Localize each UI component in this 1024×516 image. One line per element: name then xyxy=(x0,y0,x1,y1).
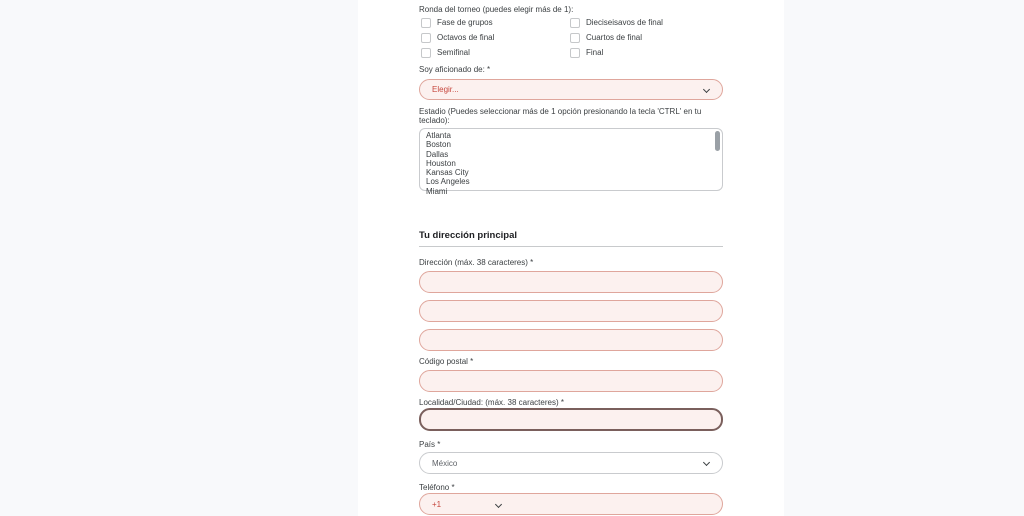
stadium-option-kansas-city[interactable]: Kansas City xyxy=(426,168,469,178)
address-input-line2[interactable] xyxy=(419,300,723,322)
stadium-option-atlanta[interactable]: Atlanta xyxy=(426,131,451,140)
chevron-down-icon xyxy=(495,501,502,508)
checkbox-final[interactable] xyxy=(570,48,723,58)
checkbox-octavos-de-final[interactable] xyxy=(421,33,568,43)
stadium-option-houston[interactable]: Houston xyxy=(426,158,456,168)
stadium-option-los-angeles[interactable]: Los Angeles xyxy=(426,177,470,187)
address-label: Dirección (máx. 38 caracteres) * xyxy=(419,258,534,267)
form-card xyxy=(358,0,784,516)
checkbox-label: Octavos de final xyxy=(437,33,495,42)
fan-of-selected-value: Elegir... xyxy=(432,85,459,94)
checkbox-label: Dieciseisavos de final xyxy=(586,18,663,27)
phone-country-code-value: +1 xyxy=(432,499,442,509)
checkbox-icon[interactable] xyxy=(421,48,431,58)
city-input[interactable] xyxy=(419,408,723,431)
phone-label: Teléfono * xyxy=(419,483,455,492)
stadium-multiselect[interactable] xyxy=(419,128,723,196)
address-section-heading: Tu dirección principal xyxy=(419,230,518,241)
fan-of-label: Soy aficionado de: * xyxy=(419,65,491,74)
postal-code-input[interactable] xyxy=(419,370,723,392)
checkbox-cuartos-de-final[interactable] xyxy=(570,33,723,43)
address-input-line1[interactable] xyxy=(419,271,723,293)
chevron-down-icon xyxy=(703,86,710,93)
checkbox-fase-de-grupos[interactable] xyxy=(421,18,568,28)
country-selected-value: México xyxy=(432,458,458,468)
checkbox-icon[interactable] xyxy=(421,33,431,43)
country-label: País * xyxy=(419,440,441,449)
checkbox-icon[interactable] xyxy=(570,18,580,28)
phone-input[interactable] xyxy=(419,493,723,515)
stadium-option-miami[interactable]: Miami xyxy=(426,186,448,196)
checkbox-label: Cuartos de final xyxy=(586,33,643,42)
checkbox-dieciseisavos-de-final[interactable] xyxy=(570,18,723,28)
postal-code-label: Código postal * xyxy=(419,357,474,366)
checkbox-label: Final xyxy=(586,48,604,57)
round-options-grid xyxy=(419,18,723,58)
stadium-label: Estadio (Puedes seleccionar más de 1 opción presionando la tecla 'CTRL' en tu teclado): xyxy=(419,107,702,125)
country-select[interactable] xyxy=(419,452,723,474)
address-input-line3[interactable] xyxy=(419,329,723,351)
stadium-option-boston[interactable]: Boston xyxy=(426,140,451,150)
chevron-down-icon xyxy=(703,459,710,466)
checkbox-label: Semifinal xyxy=(437,48,470,57)
phone-country-code-select[interactable] xyxy=(420,494,510,514)
city-label: Localidad/Ciudad: (máx. 38 caracteres) * xyxy=(419,398,564,407)
checkbox-semifinal[interactable] xyxy=(421,48,568,58)
checkbox-icon[interactable] xyxy=(570,33,580,43)
round-label: Ronda del torneo (puedes elegir más de 1): xyxy=(419,5,574,14)
checkbox-icon[interactable] xyxy=(570,48,580,58)
checkbox-label: Fase de grupos xyxy=(437,18,493,27)
scrollbar-thumb[interactable] xyxy=(715,131,720,151)
stadium-option-dallas[interactable]: Dallas xyxy=(426,149,449,159)
fan-of-select[interactable] xyxy=(419,79,723,100)
section-divider xyxy=(419,246,723,247)
checkbox-icon[interactable] xyxy=(421,18,431,28)
